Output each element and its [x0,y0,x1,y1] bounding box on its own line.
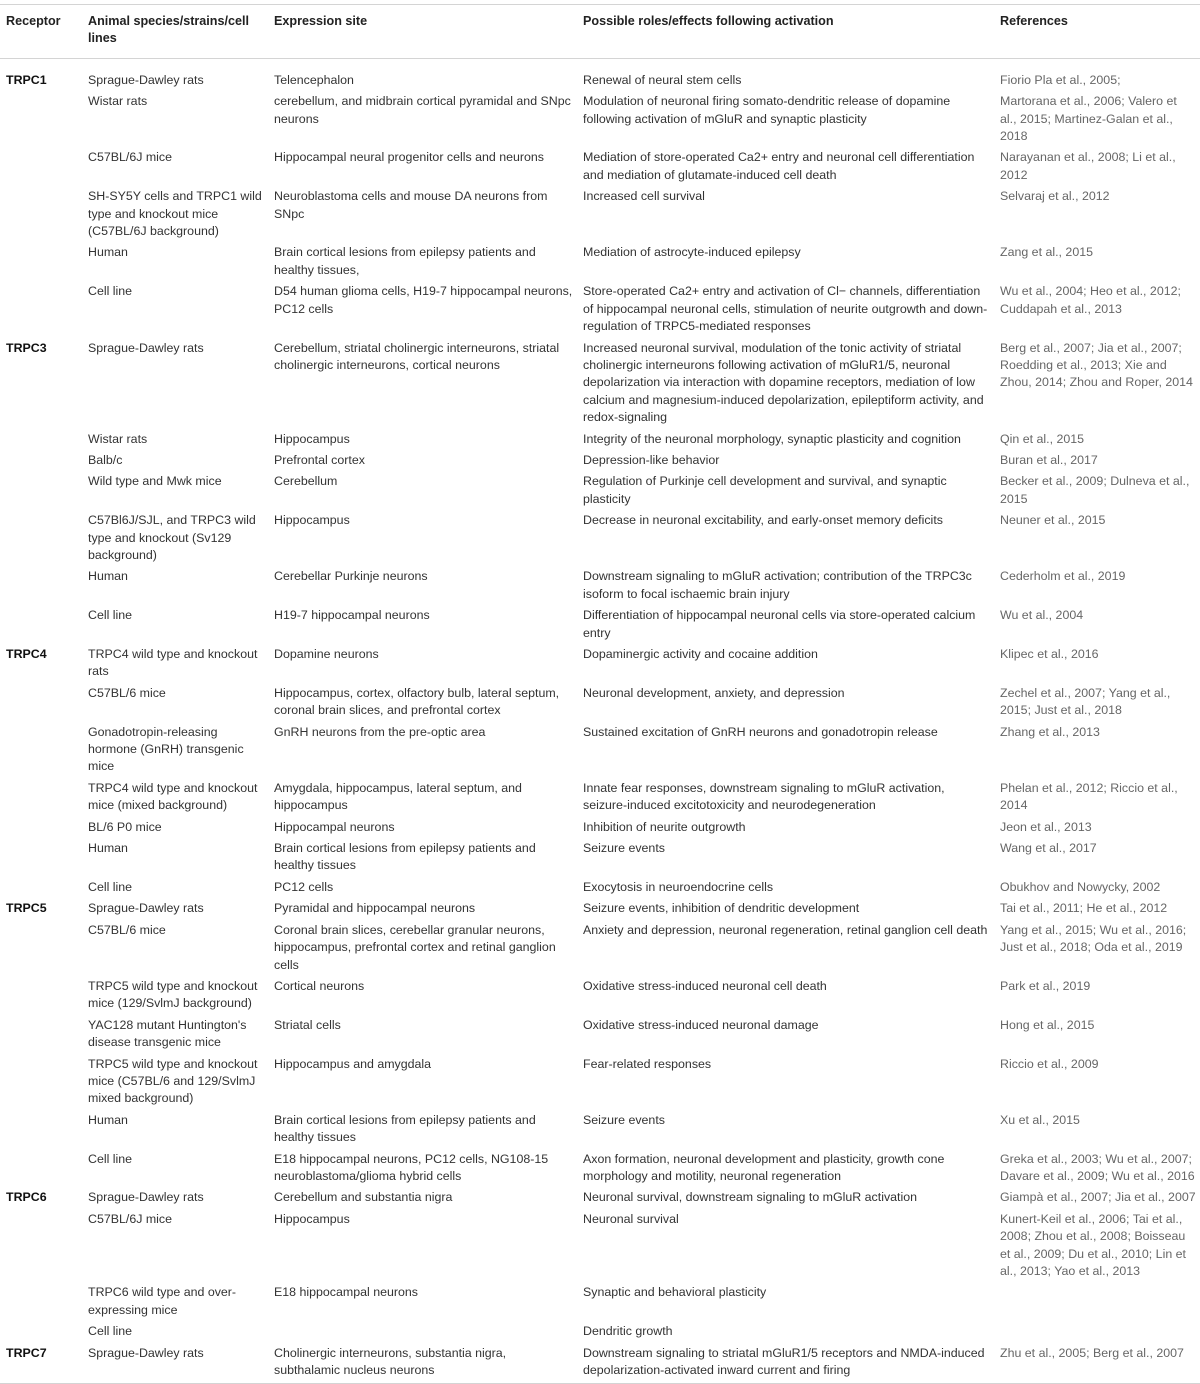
cell-animal: C57BL/6J mice [88,1211,173,1226]
cell-receptor [0,430,84,451]
table-row [0,1344,1200,1384]
cell-expression-site: Hippocampus and amygdala [274,1056,432,1071]
cell-reference: Hong et al., 2015 [1000,1017,1095,1032]
cell-animal: Human [88,245,128,260]
cell-animal: Human [88,841,128,856]
cell-receptor: TRPC6 [6,1190,47,1205]
cell-receptor [0,472,84,511]
cell-expression-site: Hippocampus [274,1211,350,1226]
cell-reference: Wu et al., 2004; Heo et al., 2012; Cuddapah et al., 2013 [1000,284,1181,316]
cell-role: Neuronal survival [583,1211,679,1226]
cell-role: Dopaminergic activity and cocaine addition [583,647,818,661]
cell-expression-site: H19-7 hippocampal neurons [274,608,430,623]
cell-role: Downstream signaling to striatal mGluR1/5 receptors and NMDA-induced depolarization-activated inward current and firing [579,1344,996,1384]
cell-reference: Buran et al., 2017 [1000,452,1098,467]
cell-expression-site: Cerebellum [274,474,338,489]
table-row [0,92,1200,148]
cell-receptor [0,977,84,1016]
cell-expression-site: E18 hippocampal neurons, PC12 cells, NG108-15 neuroblastoma/glioma hybrid cells [274,1151,549,1183]
table-row [0,899,1200,920]
cell-animal: Sprague-Dawley rats [84,1344,270,1384]
table-row [0,451,1200,472]
cell-role: Mediation of store-operated Ca2+ entry and neuronal cell differentiation and mediation of glutamate-induced cell death [583,150,975,182]
cell-reference: Zhu et al., 2005; Berg et al., 2007 [996,1344,1200,1384]
header-references: References [996,5,1200,59]
cell-reference: Phelan et al., 2012; Riccio et al., 2014 [1000,780,1178,813]
cell-role: Seizure events [583,841,665,856]
cell-expression-site: Cerebellum, striatal cholinergic interneurons, striatal cholinergic interneurons, cortical neurons [274,340,560,372]
cell-expression-site: Hippocampal neurons [274,819,395,834]
cell-role: Mediation of astrocyte-induced epilepsy [583,245,801,260]
cell-role: Oxidative stress-induced neuronal cell death [583,978,827,993]
cell-role: Modulation of neuronal firing somato-dendritic release of dopamine following activation of mGluR and synaptic plasticity [583,94,951,126]
cell-receptor [0,723,84,779]
cell-expression-site: Cholinergic interneurons, substantia nigra, subthalamic nucleus neurons [270,1344,579,1384]
cell-receptor [0,187,84,243]
table-row [0,1188,1200,1209]
cell-animal: TRPC5 wild type and knockout mice (129/SvlmJ background) [88,978,258,1011]
cell-animal: Human [88,1112,128,1127]
cell-receptor [0,606,84,645]
cell-animal: YAC128 mutant Huntington's disease transgenic mice [88,1017,247,1050]
cell-receptor [0,818,84,839]
cell-role: Seizure events, inhibition of dendritic development [583,901,860,916]
cell-role: Store-operated Ca2+ entry and activation of Cl− channels, differentiation of hippocampal neuronal cells, stimulation of neurite outgrowth and down-regulation of TRPC5-mediated responses [583,284,988,334]
cell-role: Innate fear responses, downstream signaling to mGluR activation, seizure-induced excitotoxicity and neurodegeneration [583,780,945,813]
cell-role: Depression-like behavior [583,452,720,467]
cell-expression-site: Hippocampus [274,513,350,528]
cell-role: Dendritic growth [583,1324,673,1339]
cell-expression-site: Coronal brain slices, cerebellar granular neurons, hippocampus, prefrontal cortex and retinal ganglion cells [274,922,556,972]
cell-expression-site: Brain cortical lesions from epilepsy patients and healthy tissues [274,1112,536,1145]
cell-receptor [0,1111,84,1150]
cell-expression-site: Striatal cells [274,1017,341,1032]
cell-reference: Narayanan et al., 2008; Li et al., 2012 [1000,150,1176,182]
cell-animal: Wistar rats [88,431,148,446]
cell-expression-site: Pyramidal and hippocampal neurons [274,901,476,916]
cell-reference: Wang et al., 2017 [1000,841,1097,856]
cell-expression-site: cerebellum, and midbrain cortical pyramidal and SNpc neurons [274,94,571,126]
trpc-table [0,4,1200,1384]
table-row [0,606,1200,645]
cell-animal: Sprague-Dawley rats [88,72,204,87]
cell-expression-site: Amygdala, hippocampus, lateral septum, and hippocampus [274,780,522,813]
cell-role: Seizure events [583,1112,665,1127]
cell-expression-site: Cerebellum and substantia nigra [274,1190,453,1205]
table-row [0,1111,1200,1150]
header-receptor: Receptor [0,5,84,59]
table-row [0,148,1200,187]
cell-animal: Balb/c [88,452,123,467]
cell-role: Decrease in neuronal excitability, and early-onset memory deficits [583,513,943,528]
cell-receptor: TRPC5 [6,901,47,916]
table-row [0,243,1200,282]
table-body [0,58,1200,1384]
table-row [0,1283,1200,1322]
cell-reference: Zang et al., 2015 [1000,245,1093,260]
cell-expression-site: Prefrontal cortex [274,452,365,467]
cell-expression-site: Dopamine neurons [274,647,379,661]
cell-expression-site: PC12 cells [274,879,334,894]
cell-receptor [0,567,84,606]
table-row [0,1210,1200,1284]
cell-expression-site: Neuroblastoma cells and mouse DA neurons from SNpc [274,189,548,221]
cell-animal: TRPC5 wild type and knockout mice (C57BL/6 and 129/SvlmJ mixed background) [88,1056,258,1106]
cell-animal: Wistar rats [88,94,148,109]
cell-role: Differentiation of hippocampal neuronal cells via store-operated calcium entry [583,608,976,640]
cell-receptor [0,1283,84,1322]
table-row [0,472,1200,511]
cell-reference: Neuner et al., 2015 [1000,513,1106,528]
table-row [0,1322,1200,1343]
cell-animal: C57BL/6 mice [88,685,166,700]
table-row [0,1016,1200,1055]
cell-reference: Kunert-Keil et al., 2006; Tai et al., 2008; Zhou et al., 2008; Boisseau et al., 2009; Du et al., 2010; Lin et al., 2013; Yao et al., 2013 [1000,1211,1186,1278]
cell-reference: Selvaraj et al., 2012 [1000,189,1110,204]
cell-reference: Giampà et al., 2007; Jia et al., 2007 [1000,1190,1196,1205]
header-row [0,5,1200,59]
table-row [0,977,1200,1016]
cell-receptor [0,878,84,899]
cell-animal: Human [88,569,128,584]
table-row [0,684,1200,723]
table-row [0,187,1200,243]
cell-receptor [0,839,84,878]
cell-expression-site: Cortical neurons [274,978,365,993]
table-row [0,339,1200,430]
cell-role: Neuronal survival, downstream signaling to mGluR activation [583,1190,918,1205]
cell-animal: Cell line [88,1151,133,1166]
table-row [0,818,1200,839]
table-row [0,511,1200,567]
table-row [0,645,1200,684]
table-row [0,723,1200,779]
cell-role: Downstream signaling to mGluR activation; contribution of the TRPC3c isoform to focal ischaemic brain injury [583,569,972,601]
cell-receptor [0,282,84,338]
table-row [0,921,1200,977]
cell-reference: Tai et al., 2011; He et al., 2012 [1000,901,1168,916]
table-header [0,5,1200,59]
cell-receptor [0,921,84,977]
cell-receptor [0,148,84,187]
cell-expression-site: E18 hippocampal neurons [274,1285,418,1300]
cell-reference: Xu et al., 2015 [1000,1112,1080,1127]
header-expression-site: Expression site [270,5,579,59]
cell-role: Synaptic and behavioral plasticity [583,1285,767,1300]
cell-animal: C57BL/6J mice [88,150,173,165]
cell-animal: C57BL/6 mice [88,922,166,937]
cell-receptor [0,779,84,818]
cell-reference: Cederholm et al., 2019 [1000,569,1126,584]
header-animal: Animal species/strains/cell lines [84,5,270,59]
table-row [0,1150,1200,1189]
cell-role: Neuronal development, anxiety, and depression [583,685,845,700]
cell-reference: Becker et al., 2009; Dulneva et al., 2015 [1000,474,1190,506]
cell-receptor: TRPC3 [6,340,47,355]
cell-expression-site [270,1322,579,1343]
cell-role: Fear-related responses [583,1056,712,1071]
cell-animal: SH-SY5Y cells and TRPC1 wild type and knockout mice (C57BL/6J background) [88,189,262,239]
table-row [0,839,1200,878]
header-roles: Possible roles/effects following activation [579,5,996,59]
cell-animal: Cell line [88,284,133,299]
cell-role: Oxidative stress-induced neuronal damage [583,1017,819,1032]
cell-receptor [0,1016,84,1055]
cell-receptor: TRPC4 [6,647,47,661]
cell-expression-site: Brain cortical lesions from epilepsy patients and healthy tissues [274,841,536,873]
cell-reference [996,1283,1200,1322]
cell-expression-site: Cerebellar Purkinje neurons [274,569,428,584]
cell-animal: TRPC4 wild type and knockout rats [88,647,258,679]
cell-animal: BL/6 P0 mice [88,819,162,834]
cell-role: Anxiety and depression, neuronal regeneration, retinal ganglion cell death [583,922,988,937]
cell-animal: Wild type and Mwk mice [88,474,222,489]
cell-receptor [0,243,84,282]
cell-expression-site: Hippocampal neural progenitor cells and neurons [274,150,545,165]
cell-animal: TRPC6 wild type and over-expressing mice [88,1285,237,1317]
table-row [0,282,1200,338]
cell-expression-site: D54 human glioma cells, H19-7 hippocampal neurons, PC12 cells [274,284,573,316]
cell-animal: Cell line [88,879,133,894]
table-row [0,567,1200,606]
cell-animal: Cell line [88,1324,133,1339]
cell-reference: Jeon et al., 2013 [1000,819,1092,834]
cell-expression-site: Brain cortical lesions from epilepsy patients and healthy tissues, [274,245,536,277]
cell-animal: Sprague-Dawley rats [88,901,204,916]
cell-receptor [0,511,84,567]
cell-receptor [0,684,84,723]
table-row [0,878,1200,899]
cell-animal: Sprague-Dawley rats [88,1190,204,1205]
cell-reference: Zhang et al., 2013 [1000,724,1100,739]
table-row [0,779,1200,818]
cell-reference: Berg et al., 2007; Jia et al., 2007; Roedding et al., 2013; Xie and Zhou, 2014; Zhou and Roper, 2014 [1000,340,1193,390]
cell-role: Increased cell survival [583,189,705,204]
cell-receptor: TRPC7 [0,1344,84,1384]
cell-reference: Yang et al., 2015; Wu et al., 2016; Just et al., 2018; Oda et al., 2019 [1000,922,1187,955]
cell-expression-site: GnRH neurons from the pre-optic area [274,724,486,739]
cell-reference: Qin et al., 2015 [1000,431,1085,446]
cell-reference: Obukhov and Nowycky, 2002 [1000,879,1161,894]
cell-animal: Gonadotropin-releasing hormone (GnRH) transgenic mice [88,724,244,774]
cell-reference: Park et al., 2019 [1000,978,1091,993]
cell-animal: Sprague-Dawley rats [88,340,204,355]
cell-animal: C57Bl6J/SJL, and TRPC3 wild type and knockout (Sv129 background) [88,513,256,562]
cell-animal: TRPC4 wild type and knockout mice (mixed background) [88,780,258,813]
table-row [0,1055,1200,1111]
cell-role: Inhibition of neurite outgrowth [583,819,746,834]
cell-receptor [0,1210,84,1284]
cell-receptor [0,451,84,472]
cell-reference: Fiorio Pla et al., 2005; [1000,72,1121,87]
cell-reference: Klipec et al., 2016 [1000,647,1099,661]
cell-reference [996,1322,1200,1343]
cell-role: Axon formation, neuronal development and plasticity, growth cone morphology and motility, neuronal regeneration [583,1151,945,1183]
cell-animal: Cell line [88,608,133,623]
cell-reference: Greka et al., 2003; Wu et al., 2007; Davare et al., 2009; Wu et al., 2016 [1000,1151,1195,1183]
cell-reference: Wu et al., 2004 [1000,608,1084,623]
table-row [0,58,1200,92]
table-row [0,430,1200,451]
cell-role: Integrity of the neuronal morphology, synaptic plasticity and cognition [583,431,961,446]
cell-expression-site: Hippocampus [274,431,350,446]
cell-expression-site: Telencephalon [274,72,354,87]
cell-reference: Riccio et al., 2009 [1000,1056,1099,1071]
cell-role: Renewal of neural stem cells [583,72,742,87]
cell-reference: Martorana et al., 2006; Valero et al., 2015; Martinez-Galan et al., 2018 [1000,94,1177,144]
cell-role: Exocytosis in neuroendocrine cells [583,879,774,894]
cell-role: Regulation of Purkinje cell development and survival, and synaptic plasticity [583,474,947,506]
cell-receptor [0,1322,84,1343]
cell-receptor: TRPC1 [6,72,47,87]
cell-receptor [0,92,84,148]
cell-receptor [0,1055,84,1111]
cell-receptor [0,1150,84,1189]
cell-role: Increased neuronal survival, modulation of the tonic activity of striatal cholinergic interneurons following activation of mGluR1/5, neuronal depolarization via interaction with dopamine receptors, mediation of low calcium and magnesium-induced depolarization, epileptiform activity, and redox-signaling [583,340,984,425]
cell-expression-site: Hippocampus, cortex, olfactory bulb, lateral septum, coronal brain slices, and prefrontal cortex [274,685,560,718]
cell-reference: Zechel et al., 2007; Yang et al., 2015; Just et al., 2018 [1000,685,1171,718]
cell-role: Sustained excitation of GnRH neurons and gonadotropin release [583,724,938,739]
